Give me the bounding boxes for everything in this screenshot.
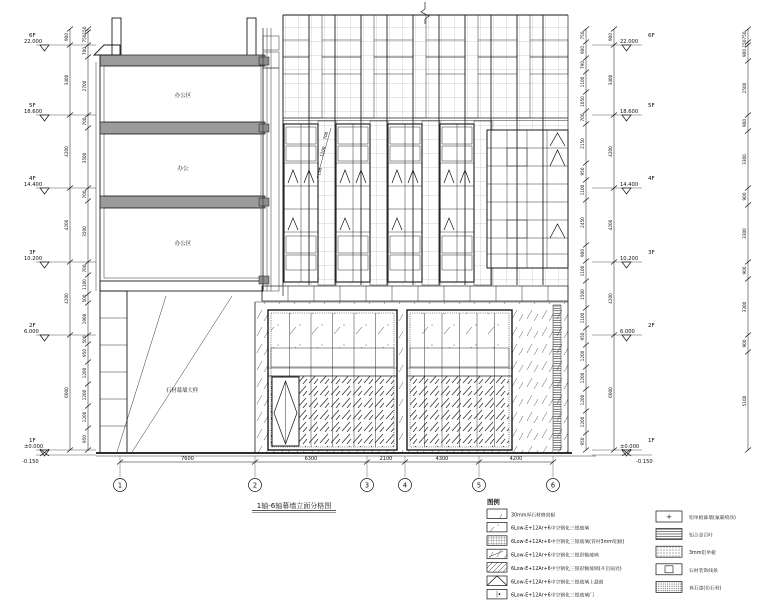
chain-dim-text: 700 <box>82 190 87 199</box>
ladder-element <box>553 305 561 450</box>
level-name: 2F <box>648 323 655 329</box>
right-grid-panel <box>487 130 568 268</box>
chain-dim-text: 950 <box>580 437 585 446</box>
legend-left-column <box>487 509 625 599</box>
chain-dim-text: 1100 <box>580 184 585 196</box>
chain-dim-text: 6000 <box>64 387 69 398</box>
level-elevation: 6.000 <box>24 328 39 335</box>
ground-level: -0.150 <box>22 459 39 465</box>
level-elevation: 14.400 <box>24 181 43 188</box>
chain-dim-text: 900 <box>742 192 747 201</box>
chain-dim-text: 150 <box>82 26 87 35</box>
chain-dim-text: 700 <box>82 47 87 55</box>
level-elevation: 18.600 <box>620 108 639 115</box>
chain-dim-text: 900 <box>742 49 747 57</box>
chain-dim-text: 900 <box>742 339 747 348</box>
room-box <box>104 134 261 196</box>
leader-dim-text: 1100 <box>318 145 327 158</box>
legend-right-column <box>656 511 736 592</box>
bottom-dimensions <box>117 456 556 477</box>
chain-dim-text: 3500 <box>82 226 87 237</box>
legend-item-label: 6Low-E+12Ar+6中空钢化三银彩釉玻璃 <box>511 553 599 559</box>
chain-dim-text: 1100 <box>580 76 585 88</box>
roof-stub-column <box>247 18 256 58</box>
chain-dim-text: 900 <box>608 33 613 41</box>
level-name: 6F <box>648 33 655 39</box>
leader-dim-text: 150 <box>316 167 324 177</box>
chain-dim-text: 1100 <box>82 279 87 290</box>
level-elevation: ±0.000 <box>620 443 640 450</box>
grid-bubbles <box>114 479 560 492</box>
legend-item-label: 石材装饰线条 <box>689 568 718 574</box>
level-elevation: ±0.000 <box>24 443 44 450</box>
chain-dim-text: 2700 <box>82 80 87 92</box>
chain-dim-text: 1200 <box>82 389 87 401</box>
grid-bubble-label: 5 <box>476 481 482 490</box>
svg-text:+: + <box>666 512 672 521</box>
chain-dim-text: 1200 <box>580 350 585 362</box>
section-note: 石材幕墙大样 <box>165 388 199 394</box>
chain-dim-text: 4200 <box>64 146 69 157</box>
chain-dim-text: 3400 <box>64 74 69 86</box>
chain-dim-text: 750 <box>82 34 87 43</box>
grid-bubble-label: 3 <box>364 481 370 490</box>
canopy-divisions <box>262 286 548 301</box>
parapet-cap <box>94 45 120 55</box>
composite-deck <box>100 281 263 291</box>
room-label: 办公 <box>177 166 189 172</box>
level-name: 3F <box>29 250 36 256</box>
level-name: 1F <box>29 438 36 444</box>
legend-item-label: 6Low-E+12Ar+6中空钢化三银玻璃 <box>511 526 590 532</box>
chain-dim-text: 150 <box>742 39 747 48</box>
level-name: 6F <box>29 33 36 39</box>
chain-dim-text: 950 <box>580 332 585 341</box>
chain-dim-text: 750 <box>580 31 585 40</box>
curtainwall-anchor <box>259 276 269 284</box>
chain-dim-text: 4200 <box>64 219 69 231</box>
chain-dim-text: 790 <box>580 61 585 69</box>
level-elevation: 22.000 <box>24 38 43 45</box>
level-name: 4F <box>648 176 655 182</box>
chain-dim-text: 700 <box>82 264 87 273</box>
building-section <box>94 18 279 453</box>
chain-dim-text: 4200 <box>64 293 69 304</box>
chain-dim-text: 3500 <box>82 152 87 164</box>
level-elevation: 14.400 <box>620 181 639 188</box>
chain-dim-text: 900 <box>742 266 747 275</box>
chain-dim-text: 1500 <box>580 289 585 300</box>
legend-item-label: 6Low-E+12Ar+6中空钢化三银玻璃(背衬3mm铝板) <box>511 540 625 546</box>
chain-dim-text: 900 <box>742 119 747 127</box>
slope-line <box>132 296 232 452</box>
chain-dim-text: 1200 <box>82 367 87 379</box>
legend-header: 图例 <box>487 498 500 506</box>
level-name: 3F <box>648 250 655 256</box>
room-label: 办公区 <box>174 93 192 99</box>
chain-dim-text: 3300 <box>742 301 747 313</box>
chain-dim-text: 1200 <box>82 411 87 423</box>
curtainwall-anchor <box>259 124 269 132</box>
chain-dim-text: 900 <box>580 249 585 257</box>
chain-dim-text: 2500 <box>742 82 747 94</box>
level-elevation: 10.200 <box>620 255 639 262</box>
bottom-dim-text: 7600 <box>181 456 194 462</box>
drawing-title-block <box>252 501 336 513</box>
legend-item-label: 6Low-E+12Ar+6中空钢化三银玻璃门 <box>511 593 594 599</box>
chain-dim-text: 1200 <box>580 416 585 428</box>
room-labels <box>175 91 192 247</box>
chain-dim-text: 5100 <box>742 395 747 407</box>
chain-dim-text: 1200 <box>580 372 585 384</box>
chain-dim-text: 1200 <box>580 394 585 406</box>
legend-item-label: 6Low-E+12Ar+6中空钢化三银玻璃上悬窗 <box>511 580 604 586</box>
legend-item-label: 6Low-E+12Ar+6中空钢化三银彩釉玻璃(开启扇处) <box>511 566 622 572</box>
storefront-b <box>407 310 512 450</box>
chain-dim-text: 4200 <box>608 219 613 231</box>
chain-dim-text: 4200 <box>608 146 613 157</box>
chain-dim-text: 900 <box>580 46 585 54</box>
chain-dim-text: 1050 <box>580 96 585 107</box>
chain-dim-text: 700 <box>580 113 585 122</box>
chain-dim-text: 1900 <box>82 313 87 325</box>
bottom-dim-text: 6300 <box>304 456 318 462</box>
level-name: 1F <box>648 438 655 444</box>
legend-item-label: 30mm厚石材蜂窝板 <box>511 513 556 519</box>
level-name: 5F <box>648 103 655 109</box>
drawing-title: 1轴-6轴幕墙立面分格图 <box>256 502 332 510</box>
chain-dim-text: 750 <box>742 31 747 40</box>
legend-item-label: 3mm铝单板 <box>689 551 716 557</box>
bottom-dim-text: 4300 <box>435 456 449 462</box>
legend <box>487 497 736 599</box>
grid-bubble-label: 4 <box>402 481 408 490</box>
level-elevation: 18.600 <box>24 108 43 115</box>
roof-slab <box>100 55 265 66</box>
floor-slab <box>100 196 265 208</box>
room-label: 办公区 <box>174 241 192 247</box>
level-name: 5F <box>29 103 36 109</box>
chain-dim-text: 950 <box>82 349 87 357</box>
chain-dim-text: 3300 <box>742 154 747 165</box>
chain-dim-text: 1100 <box>580 312 585 324</box>
chain-dim-text: 6000 <box>608 387 613 398</box>
ground-level: -0.150 <box>636 459 653 465</box>
chain-dim-text: 2450 <box>580 217 585 228</box>
bottom-dim-text: 4200 <box>509 456 523 462</box>
chain-dim-text: 3300 <box>742 228 747 239</box>
bottom-dim-text: 2100 <box>379 456 393 462</box>
chain-dim-text: 500 <box>82 294 87 303</box>
chain-dim-text: 3400 <box>608 74 613 86</box>
curtainwall-anchor <box>259 57 269 65</box>
level-name: 2F <box>29 323 36 329</box>
curtainwall-anchor <box>259 198 269 206</box>
grid-bubble-label: 6 <box>550 481 556 490</box>
chain-dim-text: 500 <box>82 335 87 344</box>
storefront-a <box>268 310 397 450</box>
level-elevation: 10.200 <box>24 255 43 262</box>
level-elevation: 6.000 <box>620 328 635 335</box>
slope-line <box>117 296 166 452</box>
level-name: 4F <box>29 176 36 182</box>
chain-dim-text: 2150 <box>580 138 585 149</box>
chain-dim-text: 900 <box>64 33 69 41</box>
legend-item-label: 真石漆(仿石材) <box>689 586 722 592</box>
chain-dim-text: 4200 <box>608 293 613 304</box>
chain-dim-text: 1100 <box>580 265 585 277</box>
chain-dim-text: 700 <box>82 117 87 126</box>
leader-dim-text: 700 <box>322 131 330 141</box>
legend-item-label: 铝单板幕墙(氟碳喷涂) <box>689 516 736 521</box>
chain-dim-text: 950 <box>580 167 585 176</box>
legend-item-label: 铝合金百叶 <box>689 533 713 539</box>
chain-dim-text: 950 <box>82 435 87 443</box>
grid-bubble-label: 2 <box>252 481 258 490</box>
floor-slab <box>100 122 265 134</box>
grid-bubble-label: 1 <box>117 481 123 490</box>
level-elevation: 22.000 <box>620 38 639 45</box>
